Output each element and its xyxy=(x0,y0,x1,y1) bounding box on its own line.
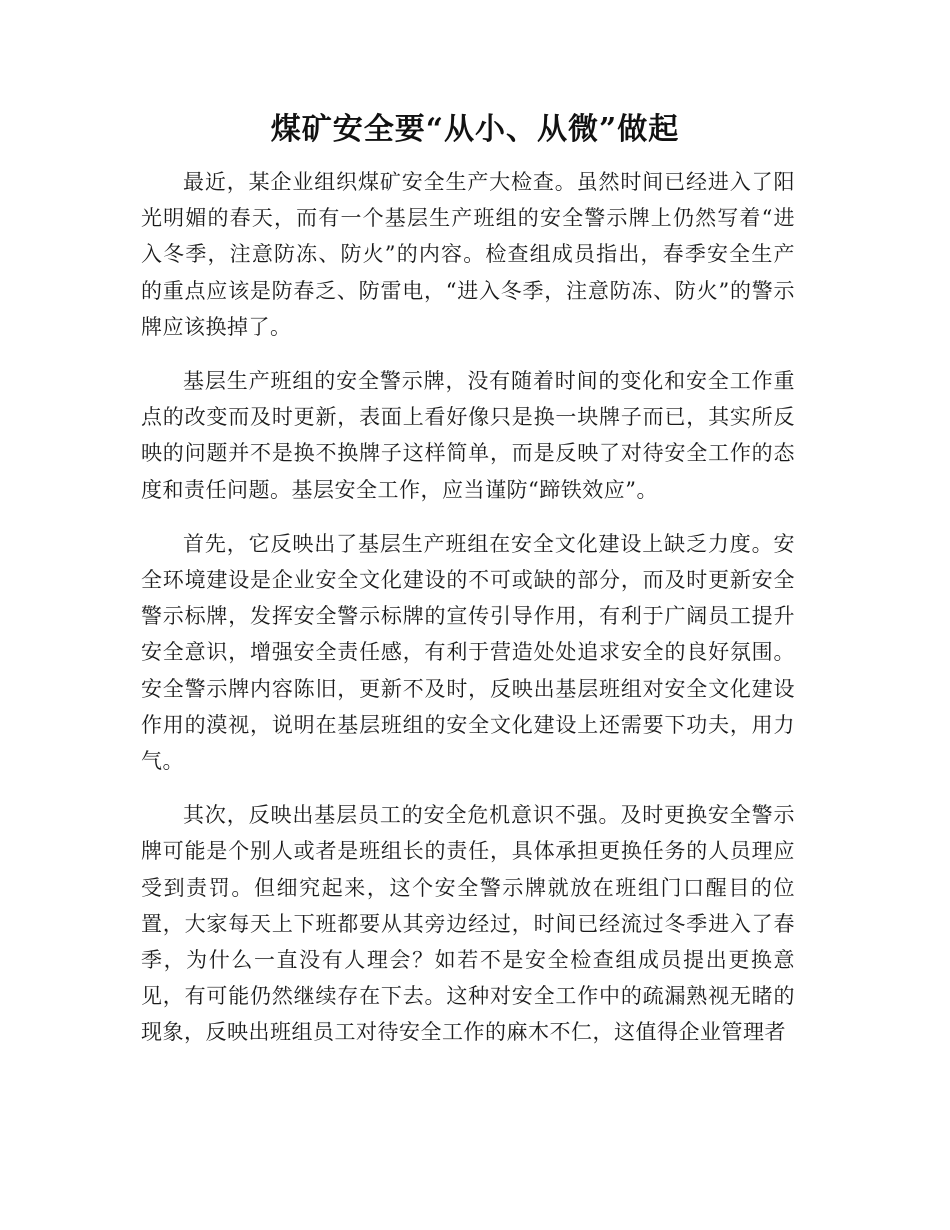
document-body xyxy=(141,164,795,1069)
paragraph-2: 基层生产班组的安全警示牌，没有随着时间的变化和安全工作重点的改变而及时更新，表面上看好像只是换一块牌子而已，其实所反映的问题并不是换不换牌子这样简单，而是反映了对待安全工作的态度和责任问题。基层安全工作，应当谨防“蹄铁效应”。 xyxy=(141,369,795,502)
paragraph-1: 最近，某企业组织煤矿安全生产大检查。虽然时间已经进入了阳光明媚的春天，而有一个基层生产班组的安全警示牌上仍然写着“进入冬季，注意防冻、防火”的内容。检查组成员指出，春季安全生产的重点应该是防春乏、防雷电，“进入冬季，注意防冻、防火”的警示牌应该换掉了。 xyxy=(141,170,795,339)
document-title: 煤矿安全要“从小、从微”做起 xyxy=(270,112,680,147)
paragraph-4: 其次，反映出基层员工的安全危机意识不强。及时更换安全警示牌可能是个别人或者是班组长的责任，具体承担更换任务的人员理应受到责罚。但细究起来，这个安全警示牌就放在班组门口醒目的位置，大家每天上下班都要从其旁边经过，时间已经流过冬季进入了春季，为什么一直没有人理会？如若不是安全检查组成员提出更换意见，有可能仍然继续存在下去。这种对安全工作中的疏漏熟视无睹的现象，反映出班组员工对待安全工作的麻木不仁，这值得企业管理者 xyxy=(141,803,795,1045)
paragraph-3: 首先，它反映出了基层生产班组在安全文化建设上缺乏力度。安全环境建设是企业安全文化建设的不可或缺的部分，而及时更新安全警示标牌，发挥安全警示标牌的宣传引导作用，有利于广阔员工提升安全意识，增强安全责任感，有利于营造处处追求安全的良好氛围。安全警示牌内容陈旧，更新不及时，反映出基层班组对安全文化建设作用的漠视，说明在基层班组的安全文化建设上还需要下功夫，用力气。 xyxy=(141,531,795,774)
